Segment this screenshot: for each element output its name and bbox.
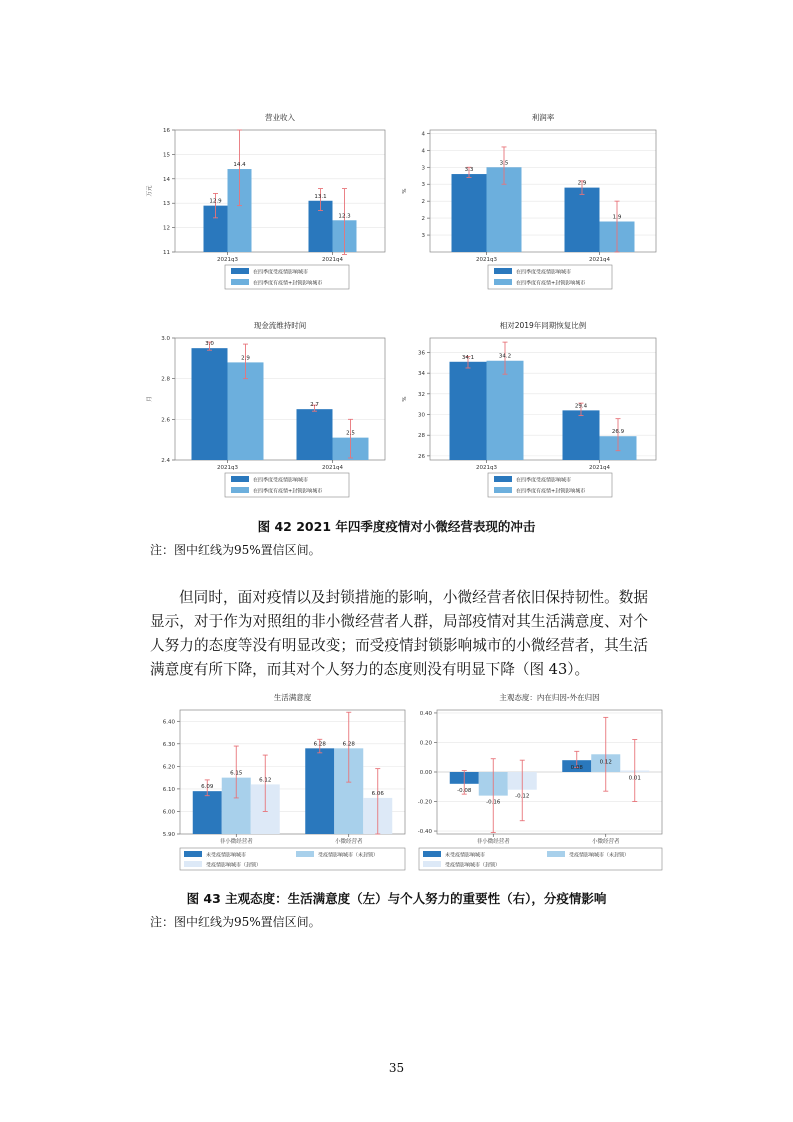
y-axis-label: 万元	[147, 185, 153, 197]
y-tick-label: 4	[421, 148, 425, 155]
legend-swatch	[184, 861, 202, 867]
figure-42-caption: 图 42 2021 年四季度疫情对小微经营表现的冲击	[257, 519, 536, 534]
y-tick-label: 6.40	[162, 719, 175, 726]
chart-recovery-ratio	[398, 318, 663, 503]
chart-revenue	[135, 110, 395, 295]
chart-title: 利润率	[531, 113, 555, 122]
page-number: 35	[388, 1061, 405, 1075]
legend-swatch	[423, 851, 441, 857]
bar	[305, 748, 334, 834]
chart-svg	[135, 318, 395, 503]
y-tick-label: 12	[163, 225, 170, 232]
bar	[487, 361, 524, 460]
chart-title: 现金流维持时间	[253, 321, 307, 330]
legend-swatch	[231, 487, 249, 493]
chart-svg	[135, 110, 395, 295]
data-label: 6.28	[342, 741, 355, 748]
chart-svg	[407, 690, 662, 875]
y-axis-label: %	[402, 396, 408, 402]
bar	[563, 410, 600, 460]
y-tick-label: 0.00	[419, 770, 432, 776]
x-tick-label: 小微经营者	[334, 839, 363, 845]
body-paragraph: 但同时，面对疫情以及封锁措施的影响，小微经营者依旧保持韧性。数据显示，对于作为对照组的非小微经营者人群，局部疫情对其生活满意度、对个人努力的态度等没有明显改变；而受疫情封锁影响城市的小微经营者，其生活满意度有所下降，而其对个人努力的态度则没有明显下降（图 43）。	[150, 589, 648, 678]
chart-life-satisfaction	[150, 690, 405, 875]
data-label: 2.7	[310, 402, 319, 409]
legend-swatch	[494, 268, 512, 274]
chart-title: 相对2019年同期恢复比例	[499, 321, 587, 330]
x-tick-label: 2021q3	[476, 257, 497, 263]
bar	[450, 362, 487, 460]
data-label: 34.1	[461, 354, 475, 361]
y-tick-label: 14	[163, 176, 170, 183]
chart-profit-margin	[398, 110, 663, 295]
data-label: 6.09	[201, 784, 214, 791]
legend-label: 受疫情影响城市（未封锁）	[318, 852, 379, 859]
data-label: 6.15	[230, 770, 243, 777]
data-label: 6.28	[313, 741, 326, 748]
chart-svg	[398, 318, 663, 503]
chart-title: 生活满意度	[273, 693, 312, 702]
data-label: 6.12	[259, 777, 272, 784]
data-label: 1.9	[612, 214, 622, 221]
data-label: 0.12	[599, 759, 612, 766]
chart-title: 主观态度：内在归因-外在归因	[499, 693, 600, 702]
x-tick-label: 非小微经营者	[219, 839, 253, 845]
x-tick-label: 2021q4	[322, 257, 343, 263]
legend-label: 未受疫情影响城市	[445, 852, 486, 859]
legend-label: 在四季度有疫情+封锁影响城市	[253, 488, 323, 495]
y-tick-label: 5.90	[162, 832, 175, 838]
legend-label: 未受疫情影响城市	[206, 852, 247, 859]
bar	[565, 188, 600, 252]
data-label: 3.5	[499, 160, 509, 167]
x-tick-label: 2021q4	[589, 465, 610, 471]
data-label: 29.4	[574, 403, 588, 410]
y-axis-label: %	[402, 188, 408, 194]
chart-svg	[150, 690, 405, 875]
data-label: 12.9	[209, 198, 222, 205]
y-tick-label: 0.40	[419, 710, 432, 717]
data-label: 0.01	[628, 775, 641, 782]
bar	[193, 791, 222, 834]
data-label: 3.0	[205, 341, 214, 348]
legend-swatch	[231, 279, 249, 285]
legend-label: 在四季度受疫情影响城市	[253, 269, 309, 276]
y-tick-label: -0.40	[417, 829, 432, 836]
legend-label: 在四季度受疫情影响城市	[253, 477, 309, 484]
y-tick-label: 30	[418, 412, 425, 419]
y-tick-label: 36	[418, 350, 425, 357]
legend-swatch	[423, 861, 441, 867]
data-label: 6.06	[371, 790, 384, 797]
x-tick-label: 非小微经营者	[476, 839, 510, 845]
figure-43-caption: 图 43 主观态度：生活满意度（左）与个人努力的重要性（右），分疫情影响	[186, 891, 607, 906]
data-label: 26.9	[611, 429, 625, 436]
y-tick-label: 4	[421, 131, 425, 138]
data-label: 14.4	[233, 162, 246, 169]
y-tick-label: 6.20	[162, 764, 175, 771]
figure-43-note: 注：图中红线为95%置信区间。	[150, 915, 321, 929]
data-label: 2.9	[577, 180, 587, 187]
bar	[192, 348, 228, 460]
data-label: 12.3	[338, 213, 351, 220]
legend-swatch	[231, 476, 249, 482]
y-tick-label: 2.4	[161, 458, 170, 464]
y-tick-label: 6.10	[162, 786, 175, 793]
legend-swatch	[494, 476, 512, 482]
data-label: 3.3	[464, 167, 474, 174]
legend-label: 受疫情影响城市（未封锁）	[569, 852, 630, 859]
y-tick-label: 15	[163, 152, 170, 159]
legend-swatch	[494, 279, 512, 285]
bar	[452, 174, 487, 252]
y-tick-label: 2.8	[161, 376, 170, 383]
y-tick-label: 6.00	[162, 809, 175, 816]
y-tick-label: 11	[163, 250, 170, 256]
y-tick-label: 2	[421, 216, 425, 223]
data-label: -0.12	[515, 793, 530, 800]
x-tick-label: 2021q3	[217, 465, 238, 471]
y-tick-label: 6.30	[162, 741, 175, 748]
legend-swatch	[494, 487, 512, 493]
y-tick-label: 0.20	[419, 740, 432, 747]
chart-attribution	[407, 690, 662, 875]
y-tick-label: 28	[418, 433, 425, 440]
data-label: -0.16	[486, 799, 501, 806]
y-tick-label: 13	[163, 201, 170, 208]
legend-swatch	[547, 851, 565, 857]
y-tick-label: -0.20	[417, 799, 432, 806]
y-tick-label: 3	[421, 233, 425, 240]
y-tick-label: 26	[418, 453, 425, 460]
data-label: 0.08	[570, 765, 583, 772]
y-tick-label: 34	[418, 371, 425, 378]
legend-label: 在四季度受疫情影响城市	[516, 269, 572, 276]
legend-label: 在四季度有疫情+封锁影响城市	[516, 280, 586, 287]
bar	[297, 409, 333, 460]
legend-swatch	[296, 851, 314, 857]
y-axis-label: 月	[147, 396, 153, 402]
legend-swatch	[184, 851, 202, 857]
x-tick-label: 2021q3	[476, 465, 497, 471]
legend-label: 受疫情影响城市（封锁）	[445, 862, 501, 869]
x-tick-label: 2021q3	[217, 257, 238, 263]
x-tick-label: 小微经营者	[591, 839, 620, 845]
legend-label: 在四季度有疫情+封锁影响城市	[516, 488, 586, 495]
legend-label: 受疫情影响城市（封锁）	[206, 862, 262, 869]
figure-42-note: 注：图中红线为95%置信区间。	[150, 543, 321, 557]
y-tick-label: 2	[421, 199, 425, 206]
y-tick-label: 3.0	[161, 336, 170, 342]
data-label: 2.9	[241, 355, 250, 362]
legend-label: 在四季度有疫情+封锁影响城市	[253, 280, 323, 287]
x-tick-label: 2021q4	[322, 465, 343, 471]
x-tick-label: 2021q4	[589, 257, 610, 263]
data-label: -0.08	[457, 787, 472, 794]
legend-label: 在四季度受疫情影响城市	[516, 477, 572, 484]
y-tick-label: 3	[421, 182, 425, 189]
y-tick-label: 32	[418, 391, 425, 398]
chart-cashflow	[135, 318, 395, 503]
data-label: 2.5	[346, 430, 355, 437]
chart-svg	[398, 110, 663, 295]
chart-title: 营业收入	[265, 113, 295, 122]
data-label: 13.1	[314, 193, 327, 200]
data-label: 34.2	[498, 353, 512, 360]
y-tick-label: 2.6	[161, 417, 170, 424]
legend-swatch	[231, 268, 249, 274]
y-tick-label: 3	[421, 165, 425, 172]
y-tick-label: 16	[163, 128, 170, 134]
